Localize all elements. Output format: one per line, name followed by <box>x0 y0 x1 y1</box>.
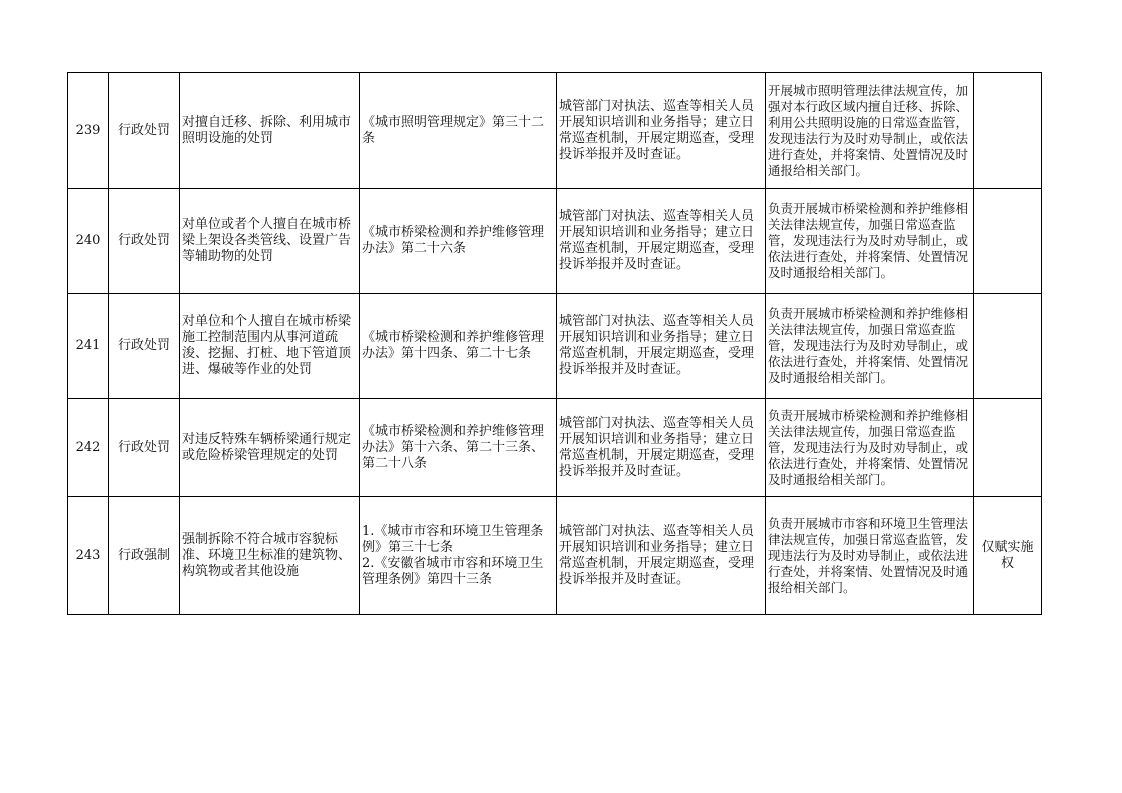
row-measure: 开展城市照明管理法律法规宣传，加强对本行政区域内擅自迁移、拆除、利用公共照明设施的日常巡查监管，发现违法行为及时劝导制止，或依法进行查处，并将案情、处置情况及时通报给相关部门。 <box>766 73 974 189</box>
row-basis: 《城市照明管理规定》第三十二条 <box>360 73 557 189</box>
row-number: 240 <box>68 189 109 294</box>
row-item: 对擅自迁移、拆除、利用城市照明设施的处罚 <box>180 73 360 189</box>
row-duty: 城管部门对执法、巡查等相关人员开展知识培训和业务指导；建立日常巡查机制，开展定期巡查，受理投诉举报并及时查证。 <box>557 189 766 294</box>
row-basis: 《城市桥梁检测和养护维修管理办法》第十四条、第二十七条 <box>360 294 557 399</box>
row-note <box>974 189 1042 294</box>
row-number: 241 <box>68 294 109 399</box>
row-measure: 负责开展城市市容和环境卫生管理法律法规宣传，加强日常巡查监管，发现违法行为及时劝导制止，或依法进行查处，并将案情、处置情况及时通报给相关部门。 <box>766 497 974 615</box>
row-note <box>974 294 1042 399</box>
row-basis: 《城市桥梁检测和养护维修管理办法》第十六条、第二十三条、第二十八条 <box>360 399 557 497</box>
row-basis: 1.《城市市容和环境卫生管理条例》第三十七条 2.《安徽省城市市容和环境卫生管理条例》第四十三条 <box>360 497 557 615</box>
row-duty: 城管部门对执法、巡查等相关人员开展知识培训和业务指导；建立日常巡查机制，开展定期巡查，受理投诉举报并及时查证。 <box>557 399 766 497</box>
table-row <box>68 399 1042 497</box>
row-type: 行政处罚 <box>109 73 180 189</box>
row-measure: 负责开展城市桥梁检测和养护维修相关法律法规宣传，加强日常巡查监管，发现违法行为及时劝导制止，或依法进行查处，并将案情、处置情况及时通报给相关部门。 <box>766 399 974 497</box>
row-type: 行政处罚 <box>109 399 180 497</box>
row-duty: 城管部门对执法、巡查等相关人员开展知识培训和业务指导；建立日常巡查机制，开展定期巡查，受理投诉举报并及时查证。 <box>557 73 766 189</box>
row-measure: 负责开展城市桥梁检测和养护维修相关法律法规宣传，加强日常巡查监管，发现违法行为及时劝导制止，或依法进行查处，并将案情、处置情况及时通报给相关部门。 <box>766 294 974 399</box>
row-number: 243 <box>68 497 109 615</box>
table-row <box>68 189 1042 294</box>
row-number: 242 <box>68 399 109 497</box>
row-basis: 《城市桥梁检测和养护维修管理办法》第二十六条 <box>360 189 557 294</box>
responsibility-table <box>67 72 1042 615</box>
row-note <box>974 399 1042 497</box>
row-item: 对单位和个人擅自在城市桥梁施工控制范围内从事河道疏浚、挖掘、打桩、地下管道顶进、爆破等作业的处罚 <box>180 294 360 399</box>
row-note: 仅赋实施权 <box>974 497 1042 615</box>
row-type: 行政处罚 <box>109 294 180 399</box>
row-item: 强制拆除不符合城市容貌标准、环境卫生标准的建筑物、构筑物或者其他设施 <box>180 497 360 615</box>
table-row <box>68 73 1042 189</box>
table-row <box>68 497 1042 615</box>
row-duty: 城管部门对执法、巡查等相关人员开展知识培训和业务指导；建立日常巡查机制，开展定期巡查，受理投诉举报并及时查证。 <box>557 497 766 615</box>
row-type: 行政强制 <box>109 497 180 615</box>
row-type: 行政处罚 <box>109 189 180 294</box>
row-item: 对违反特殊车辆桥梁通行规定或危险桥梁管理规定的处罚 <box>180 399 360 497</box>
table-row <box>68 294 1042 399</box>
row-number: 239 <box>68 73 109 189</box>
row-note <box>974 73 1042 189</box>
row-measure: 负责开展城市桥梁检测和养护维修相关法律法规宣传，加强日常巡查监管，发现违法行为及时劝导制止，或依法进行查处，并将案情、处置情况及时通报给相关部门。 <box>766 189 974 294</box>
row-duty: 城管部门对执法、巡查等相关人员开展知识培训和业务指导；建立日常巡查机制，开展定期巡查，受理投诉举报并及时查证。 <box>557 294 766 399</box>
row-item: 对单位或者个人擅自在城市桥梁上架设各类管线、设置广告等辅助物的处罚 <box>180 189 360 294</box>
